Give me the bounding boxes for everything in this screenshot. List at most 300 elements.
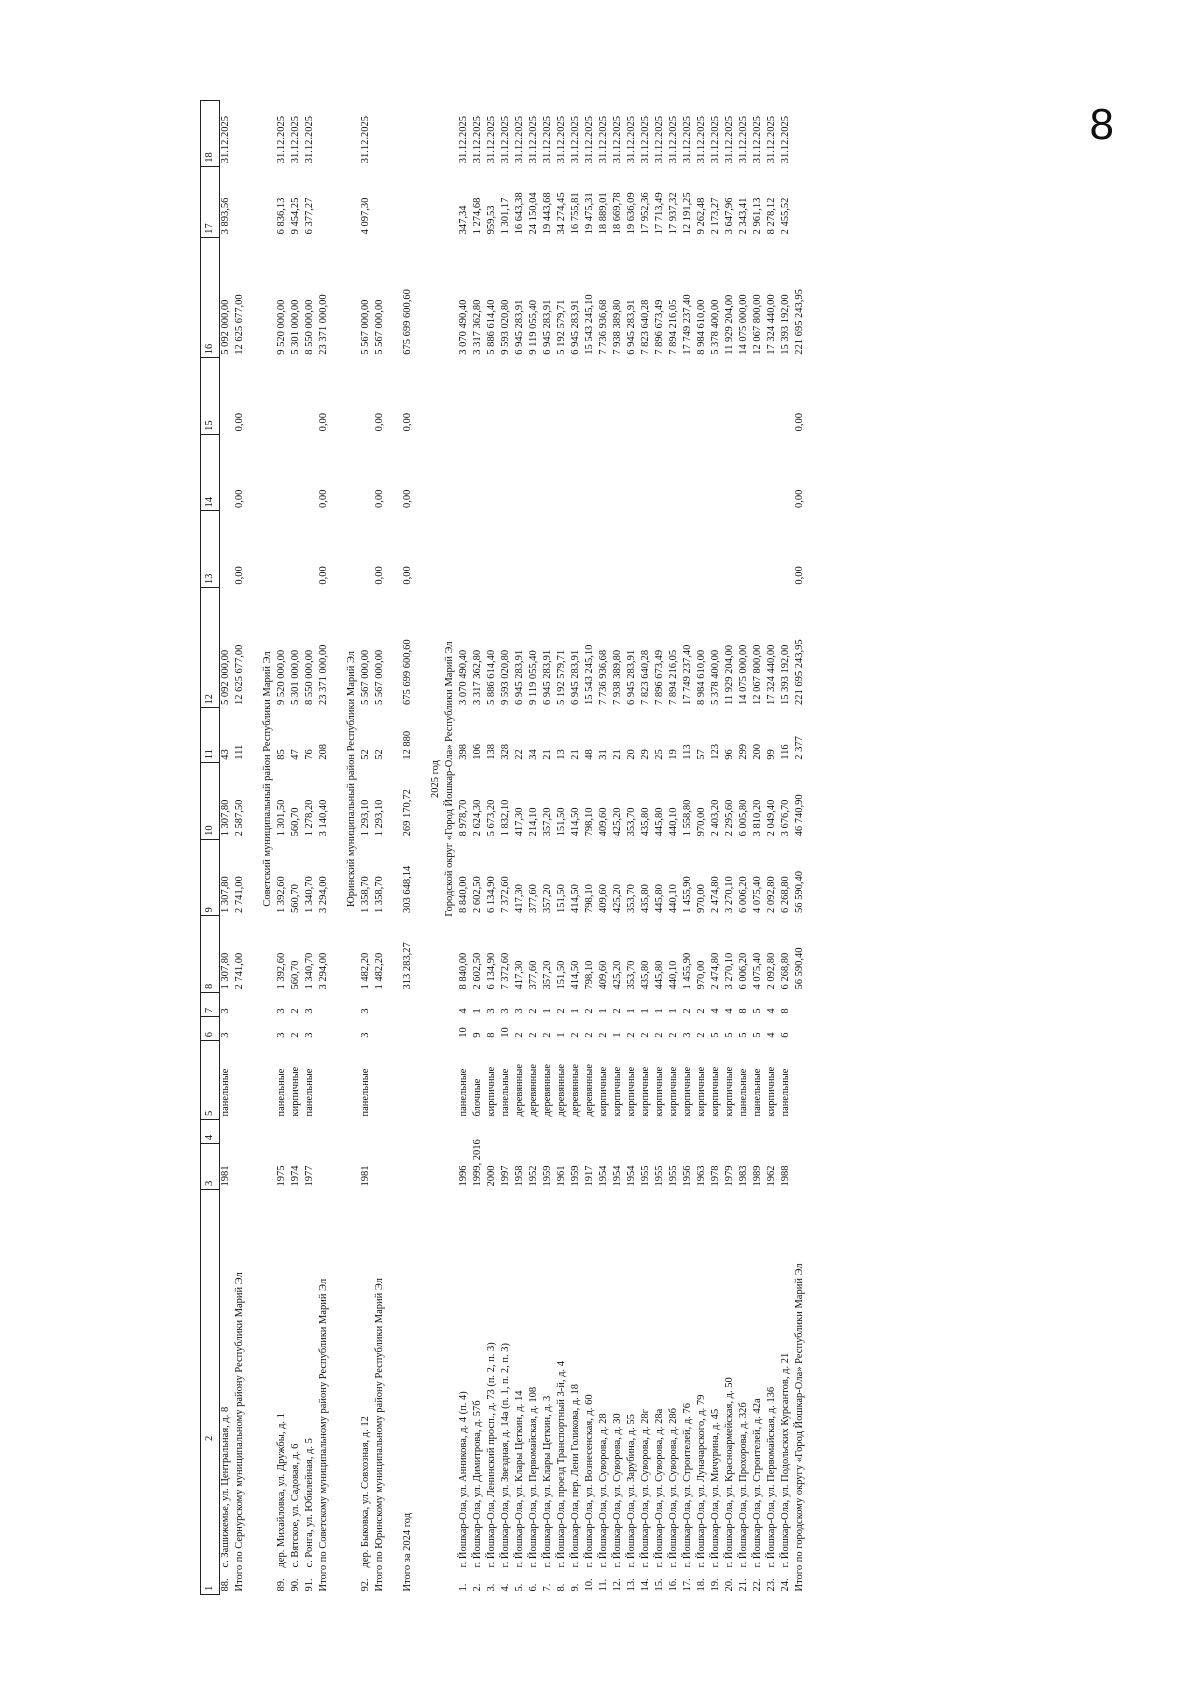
column-header: 13 <box>201 511 220 588</box>
row-address: г. Йошкар-Ола, ул. Клары Цеткин, д. 3 <box>542 1395 553 1568</box>
table-cell <box>640 511 654 588</box>
row-address: г. Йошкар-Ола, ул. Подольских Курсантов, д. 21 <box>780 1352 791 1568</box>
table-cell: 10 <box>458 1027 469 1038</box>
table-cell: 2 961,13 <box>752 197 763 235</box>
table-cell <box>570 511 584 588</box>
table-cell: 1 <box>626 1008 637 1014</box>
table-cell: 7 894 216,05 <box>668 299 679 355</box>
table-row <box>640 101 654 1595</box>
table-cell <box>710 511 724 588</box>
table-cell: 2 <box>640 1032 651 1038</box>
table-cell: 18 669,78 <box>612 192 623 235</box>
table-row <box>752 101 766 1595</box>
table-cell: 5 567 000,00 <box>374 299 385 355</box>
table-cell: 4 <box>458 1008 469 1014</box>
table-cell: 3 647,96 <box>724 197 735 235</box>
table-cell <box>794 993 808 1017</box>
table-cell <box>234 993 248 1017</box>
row-number: 12. <box>612 1578 623 1592</box>
row-number: 22. <box>752 1578 763 1592</box>
address-cell <box>654 1190 668 1595</box>
table-cell <box>486 434 500 511</box>
table-cell: 5 567 000,00 <box>360 649 371 705</box>
table-cell <box>514 434 528 511</box>
table-cell <box>570 358 584 435</box>
table-cell: 0,00 <box>794 566 805 585</box>
table-cell: 8 550 000,00 <box>304 299 315 355</box>
table-cell: 798,10 <box>584 884 595 913</box>
table-cell: 1 482,20 <box>374 952 385 990</box>
table-cell <box>668 1120 682 1144</box>
table-cell: 20 <box>626 749 637 760</box>
table-cell: 414,50 <box>570 807 581 837</box>
row-address: г. Йошкар-Ола, ул. Клары Цеткин, д. 14 <box>514 1390 525 1568</box>
table-cell: 357,20 <box>542 960 553 990</box>
address-cell <box>682 1190 696 1595</box>
table-cell: панельные <box>360 1068 371 1117</box>
table-cell: 16 755,81 <box>570 192 581 235</box>
table-cell: кирпичные <box>626 1066 637 1117</box>
table-cell: 17 324 440,00 <box>766 294 777 355</box>
table-cell: 6 945 283,91 <box>570 299 581 355</box>
table-cell: кирпичные <box>710 1066 721 1117</box>
table-row <box>276 101 290 1595</box>
table-cell: 1962 <box>766 1165 777 1187</box>
table-cell: 2 741,00 <box>234 952 245 990</box>
table-cell: панельные <box>500 1068 511 1117</box>
table-cell <box>752 511 766 588</box>
table-cell: 31 <box>598 749 609 760</box>
table-cell: панельные <box>780 1068 791 1117</box>
table-cell: 3 <box>276 1032 287 1038</box>
table-cell: 2 <box>542 1032 553 1038</box>
table-cell: 970,00 <box>696 807 707 837</box>
table-cell: 3 070 490,40 <box>458 649 469 705</box>
table-cell: 31.12.2025 <box>556 116 567 164</box>
column-header: 18 <box>201 101 220 167</box>
table-row <box>696 101 710 1595</box>
table-cell: 3 070 490,40 <box>458 299 469 355</box>
table-cell <box>360 358 374 435</box>
table-cell: 5 673,20 <box>486 799 497 837</box>
table-cell: 1981 <box>360 1165 371 1187</box>
table-cell <box>542 1120 556 1144</box>
table-cell: 1954 <box>626 1165 637 1187</box>
table-cell: 2000 <box>486 1165 497 1187</box>
table-cell: 6 945 283,91 <box>542 299 553 355</box>
table-cell <box>766 434 780 511</box>
table-cell: кирпичные <box>486 1066 497 1117</box>
table-row <box>360 101 374 1595</box>
row-number: 10. <box>584 1578 595 1592</box>
table-cell: 3 <box>682 1032 693 1038</box>
table-cell: 7 894 216,05 <box>668 649 679 705</box>
row-address: с. Ронга, ул. Юбилейная, д. 5 <box>304 1438 315 1568</box>
table-cell <box>696 358 710 435</box>
address-cell <box>220 1190 235 1595</box>
table-cell: 2 <box>598 1032 609 1038</box>
table-cell: 12 067 800,00 <box>752 294 763 355</box>
table-row <box>542 101 556 1595</box>
table-cell: 3 <box>360 1032 371 1038</box>
table-cell: 9 520 000,00 <box>276 649 287 705</box>
table-row <box>710 101 724 1595</box>
table-cell: 1 392,60 <box>276 876 287 913</box>
table-cell <box>402 166 416 237</box>
table-row <box>528 101 542 1595</box>
table-cell: деревянные <box>542 1063 553 1117</box>
column-header: 8 <box>201 916 220 993</box>
row-number: 88. <box>220 1578 231 1592</box>
table-cell <box>528 511 542 588</box>
table-cell: 269 170,72 <box>402 789 413 837</box>
table-cell: 0,00 <box>374 489 385 508</box>
table-row <box>472 101 486 1595</box>
table-cell: 5 567 000,00 <box>360 299 371 355</box>
section-heading: Советский муниципальный район Республики Марий Эл <box>262 651 273 907</box>
row-number: 5. <box>514 1583 525 1592</box>
total-label: Итого за 2024 год <box>402 1512 413 1592</box>
address-cell <box>556 1190 570 1595</box>
table-cell: 31.12.2025 <box>696 116 707 164</box>
table-cell: деревянные <box>514 1063 525 1117</box>
table-cell <box>682 511 696 588</box>
table-cell: 31.12.2025 <box>220 116 231 164</box>
row-address: г. Йошкар-Ола, ул. Вознесенская, д. 60 <box>584 1394 595 1568</box>
table-cell: 445,80 <box>654 960 665 990</box>
table-cell: 1 <box>556 1032 567 1038</box>
row-address: г. Йошкар-Ола, ул. Первомайская, д. 136 <box>766 1386 777 1568</box>
table-cell: кирпичные <box>640 1066 651 1117</box>
table-cell: 3 <box>500 1008 511 1014</box>
spacer-row <box>248 101 262 1595</box>
table-cell <box>640 1120 654 1144</box>
table-cell: 2 <box>556 1008 567 1014</box>
table-cell: деревянные <box>570 1063 581 1117</box>
table-cell: 12 067 800,00 <box>752 644 763 705</box>
table-cell: 24 150,04 <box>528 192 539 235</box>
table-cell: 3 <box>276 1008 287 1014</box>
table-cell: 1 358,70 <box>374 876 385 913</box>
column-header: 10 <box>201 763 220 840</box>
table-cell: 6 005,80 <box>738 799 749 837</box>
table-cell: 970,00 <box>696 960 707 990</box>
row-address: г. Йошкар-Ола, ул. Анникова, д. 4 (п. 4) <box>458 1391 469 1568</box>
table-cell: 57 <box>696 749 707 760</box>
table-cell: 14 075 000,00 <box>738 294 749 355</box>
table-cell: 31.12.2025 <box>682 116 693 164</box>
table-cell: 19 636,09 <box>626 192 637 235</box>
table-cell: 2 <box>626 1032 637 1038</box>
table-cell: 440,10 <box>668 960 679 990</box>
table-cell: 34 <box>528 749 539 760</box>
table-cell <box>542 434 556 511</box>
table-cell: 675 699 600,60 <box>402 289 413 355</box>
table-cell: 377,60 <box>528 960 539 990</box>
table-cell <box>766 1120 780 1144</box>
table-row <box>682 101 696 1595</box>
total-label: Итого по Советскому муниципальному району Республики Марий Эл <box>318 1278 329 1592</box>
table-cell: 31.12.2025 <box>710 116 721 164</box>
table-cell <box>752 358 766 435</box>
table-row <box>570 101 584 1595</box>
table-cell <box>584 511 598 588</box>
row-address: с. Вятское, ул. Садовая, д. 6 <box>290 1443 301 1568</box>
table-cell <box>584 434 598 511</box>
spacer-cell <box>416 101 430 1595</box>
column-header-number: 1 <box>204 1585 216 1591</box>
table-cell <box>570 434 584 511</box>
table-cell <box>486 358 500 435</box>
table-cell: 299 <box>738 743 749 760</box>
column-header: 14 <box>201 434 220 511</box>
table-row <box>668 101 682 1595</box>
table-row <box>724 101 738 1595</box>
table-cell: 7 372,60 <box>500 952 511 990</box>
table-row <box>304 101 318 1595</box>
table-cell: 1 392,60 <box>276 952 287 990</box>
table-cell: 435,80 <box>640 960 651 990</box>
table-cell: 0,00 <box>318 413 329 432</box>
table-cell <box>360 434 374 511</box>
table-cell: 3 <box>514 1008 525 1014</box>
row-number: 3. <box>486 1583 497 1592</box>
table-cell: 106 <box>472 743 483 760</box>
row-address: г. Йошкар-Ола, Ленинский просп., д. 73 (п. 2, п. 3) <box>486 1342 497 1568</box>
table-cell: панельные <box>304 1068 315 1117</box>
total-row <box>234 101 248 1595</box>
section-heading-row <box>430 101 444 1595</box>
table-cell <box>458 358 472 435</box>
table-cell: 31.12.2025 <box>528 116 539 164</box>
column-header: 15 <box>201 358 220 435</box>
table-cell <box>276 358 290 435</box>
table-cell: 1974 <box>290 1165 301 1187</box>
table-cell <box>724 358 738 435</box>
table-cell: 31.12.2025 <box>654 116 665 164</box>
row-address: г. Йошкар-Ола, ул. Строителей, д. 76 <box>682 1403 693 1568</box>
table-cell: 1 301,50 <box>276 799 287 837</box>
table-cell: 2 <box>612 1008 623 1014</box>
table-cell: 1958 <box>514 1165 525 1187</box>
table-cell: 2 <box>290 1008 301 1014</box>
table-cell: 9 262,48 <box>696 197 707 235</box>
table-cell <box>304 1120 318 1144</box>
table-cell: 1997 <box>500 1165 511 1187</box>
table-cell: 409,60 <box>598 884 609 913</box>
table-cell: 4 <box>766 1008 777 1014</box>
table-cell: 5 301 000,00 <box>290 649 301 705</box>
table-cell: 5 192 579,71 <box>556 299 567 355</box>
table-cell <box>374 101 388 167</box>
table-cell: 4 <box>766 1032 777 1038</box>
rotated-table-container <box>200 100 1020 1595</box>
table-cell: кирпичные <box>696 1066 707 1117</box>
address-cell <box>486 1190 500 1595</box>
table-cell: 5 567 000,00 <box>374 649 385 705</box>
table-cell: 31.12.2025 <box>514 116 525 164</box>
table-cell: 17 749 237,40 <box>682 644 693 705</box>
table-cell: 445,80 <box>654 884 665 913</box>
column-header: 3 <box>201 1144 220 1190</box>
address-cell <box>472 1190 486 1595</box>
table-cell: 435,80 <box>640 884 651 913</box>
table-cell: 31.12.2025 <box>304 116 315 164</box>
table-cell: 313 283,27 <box>402 942 413 990</box>
table-cell <box>612 358 626 435</box>
table-cell <box>514 1120 528 1144</box>
table-cell: 1977 <box>304 1165 315 1187</box>
table-cell: 798,10 <box>584 960 595 990</box>
table-cell: 1 <box>654 1008 665 1014</box>
table-cell: 2 474,80 <box>710 952 721 990</box>
table-cell <box>458 434 472 511</box>
table-cell: 1 278,20 <box>304 799 315 837</box>
table-row <box>626 101 640 1595</box>
table-cell: 31.12.2025 <box>640 116 651 164</box>
table-cell: 123 <box>710 743 721 760</box>
table-cell: 214,10 <box>528 807 539 837</box>
table-cell: 15 543 245,10 <box>584 644 595 705</box>
row-address: г. Йошкар-Ола, ул. Строителей, д. 42а <box>752 1398 763 1568</box>
table-cell <box>738 358 752 435</box>
column-header: 17 <box>201 166 220 237</box>
table-cell: 3 <box>220 1032 231 1038</box>
row-number: 9. <box>570 1583 581 1592</box>
address-cell <box>276 1190 290 1595</box>
table-cell <box>220 1120 235 1144</box>
table-cell: 3 317 362,80 <box>472 649 483 705</box>
table-cell: 221 695 243,95 <box>794 639 805 705</box>
table-cell: 0,00 <box>234 413 245 432</box>
total-row <box>794 101 808 1595</box>
table-cell: 31.12.2025 <box>472 116 483 164</box>
table-cell: 200 <box>752 743 763 760</box>
table-cell: 17 937,32 <box>668 192 679 235</box>
table-cell <box>612 1120 626 1144</box>
table-cell: 31.12.2025 <box>780 116 791 164</box>
table-cell: 3 676,70 <box>780 799 791 837</box>
table-cell: 2 049,40 <box>766 799 777 837</box>
table-cell: 1959 <box>542 1165 553 1187</box>
table-cell: 560,70 <box>290 807 301 837</box>
table-cell: 21 <box>612 749 623 760</box>
table-cell: 959,53 <box>486 205 497 235</box>
table-cell: 16 643,38 <box>514 192 525 235</box>
table-cell: 3 317 362,80 <box>472 299 483 355</box>
table-cell: 2 <box>668 1032 679 1038</box>
table-cell: 5 <box>710 1032 721 1038</box>
table-cell: 12 625 677,00 <box>234 644 245 705</box>
table-cell: 6 134,90 <box>486 876 497 913</box>
table-cell <box>654 434 668 511</box>
table-cell <box>668 511 682 588</box>
table-cell <box>318 101 332 167</box>
table-cell <box>668 434 682 511</box>
table-cell: 2 403,20 <box>710 799 721 837</box>
table-cell: 17 952,36 <box>640 192 651 235</box>
address-cell <box>542 1190 556 1595</box>
table-cell: 18 889,01 <box>598 192 609 235</box>
table-cell: 1996 <box>458 1165 469 1187</box>
table-cell: 12 191,25 <box>682 192 693 235</box>
table-cell: 23 371 000,00 <box>318 644 329 705</box>
table-cell: 1979 <box>724 1165 735 1187</box>
table-cell: 25 <box>654 749 665 760</box>
table-cell: 1 <box>640 1008 651 1014</box>
table-cell: 31.12.2025 <box>500 116 511 164</box>
table-cell: 7 736 936,68 <box>598 299 609 355</box>
table-cell: панельные <box>276 1068 287 1117</box>
row-number: 13. <box>626 1578 637 1592</box>
table-cell: 425,20 <box>612 960 623 990</box>
table-cell: 9 454,25 <box>290 197 301 235</box>
table-cell: 1 307,80 <box>220 799 231 837</box>
table-row <box>220 101 235 1595</box>
column-header: 12 <box>201 588 220 708</box>
table-cell: 2 <box>696 1032 707 1038</box>
table-cell: кирпичные <box>668 1066 679 1117</box>
row-address: г. Йошкар-Ола, ул. Луначарского, д. 79 <box>696 1394 707 1568</box>
table-cell: 0,00 <box>402 566 413 585</box>
address-cell <box>626 1190 640 1595</box>
table-cell: кирпичные <box>724 1066 735 1117</box>
row-number: 1. <box>458 1583 469 1592</box>
table-cell: 377,60 <box>528 884 539 913</box>
table-cell: 6 006,20 <box>738 876 749 913</box>
table-cell <box>766 358 780 435</box>
table-cell: 425,20 <box>612 884 623 913</box>
table-cell: 151,50 <box>556 884 567 913</box>
table-cell: 1 307,80 <box>220 952 231 990</box>
table-cell: 1959 <box>570 1165 581 1187</box>
table-cell: 2 092,80 <box>766 952 777 990</box>
table-cell <box>528 1120 542 1144</box>
table-cell: 353,70 <box>626 807 637 837</box>
table-cell: 31.12.2025 <box>276 116 287 164</box>
row-number: 17. <box>682 1578 693 1592</box>
table-cell <box>612 434 626 511</box>
table-row <box>654 101 668 1595</box>
address-cell <box>724 1190 738 1595</box>
table-cell: 208 <box>318 743 329 760</box>
table-cell <box>696 511 710 588</box>
table-cell: 46 740,90 <box>794 794 805 837</box>
table-cell <box>752 1120 766 1144</box>
table-cell: 4 <box>710 1008 721 1014</box>
table-cell: 23 371 000,00 <box>318 294 329 355</box>
row-address: г. Йошкар-Ола, ул. Красноармейская, д. 50 <box>724 1377 735 1568</box>
page-number: 8 <box>1089 100 1114 149</box>
table-cell <box>542 511 556 588</box>
table-cell <box>276 1120 290 1144</box>
table-cell: 31.12.2025 <box>458 116 469 164</box>
row-address: с. Зашижемье, ул. Центральная, д. 8 <box>220 1406 231 1568</box>
table-cell: 43 <box>220 749 231 760</box>
table-cell: 19 <box>668 749 679 760</box>
address-cell <box>514 1190 528 1595</box>
table-cell: 440,10 <box>668 807 679 837</box>
table-row <box>500 101 514 1595</box>
table-cell: 2 <box>570 1032 581 1038</box>
table-cell <box>654 1120 668 1144</box>
table-cell <box>724 434 738 511</box>
table-cell: 1 307,80 <box>220 876 231 913</box>
row-address: г. Йошкар-Ола, ул. Суворова, д. 28 <box>598 1413 609 1568</box>
table-cell <box>598 434 612 511</box>
table-cell: 425,20 <box>612 807 623 837</box>
section-heading: Городской округ «Город Йошкар-Ола» Республики Марий Эл <box>444 641 455 917</box>
